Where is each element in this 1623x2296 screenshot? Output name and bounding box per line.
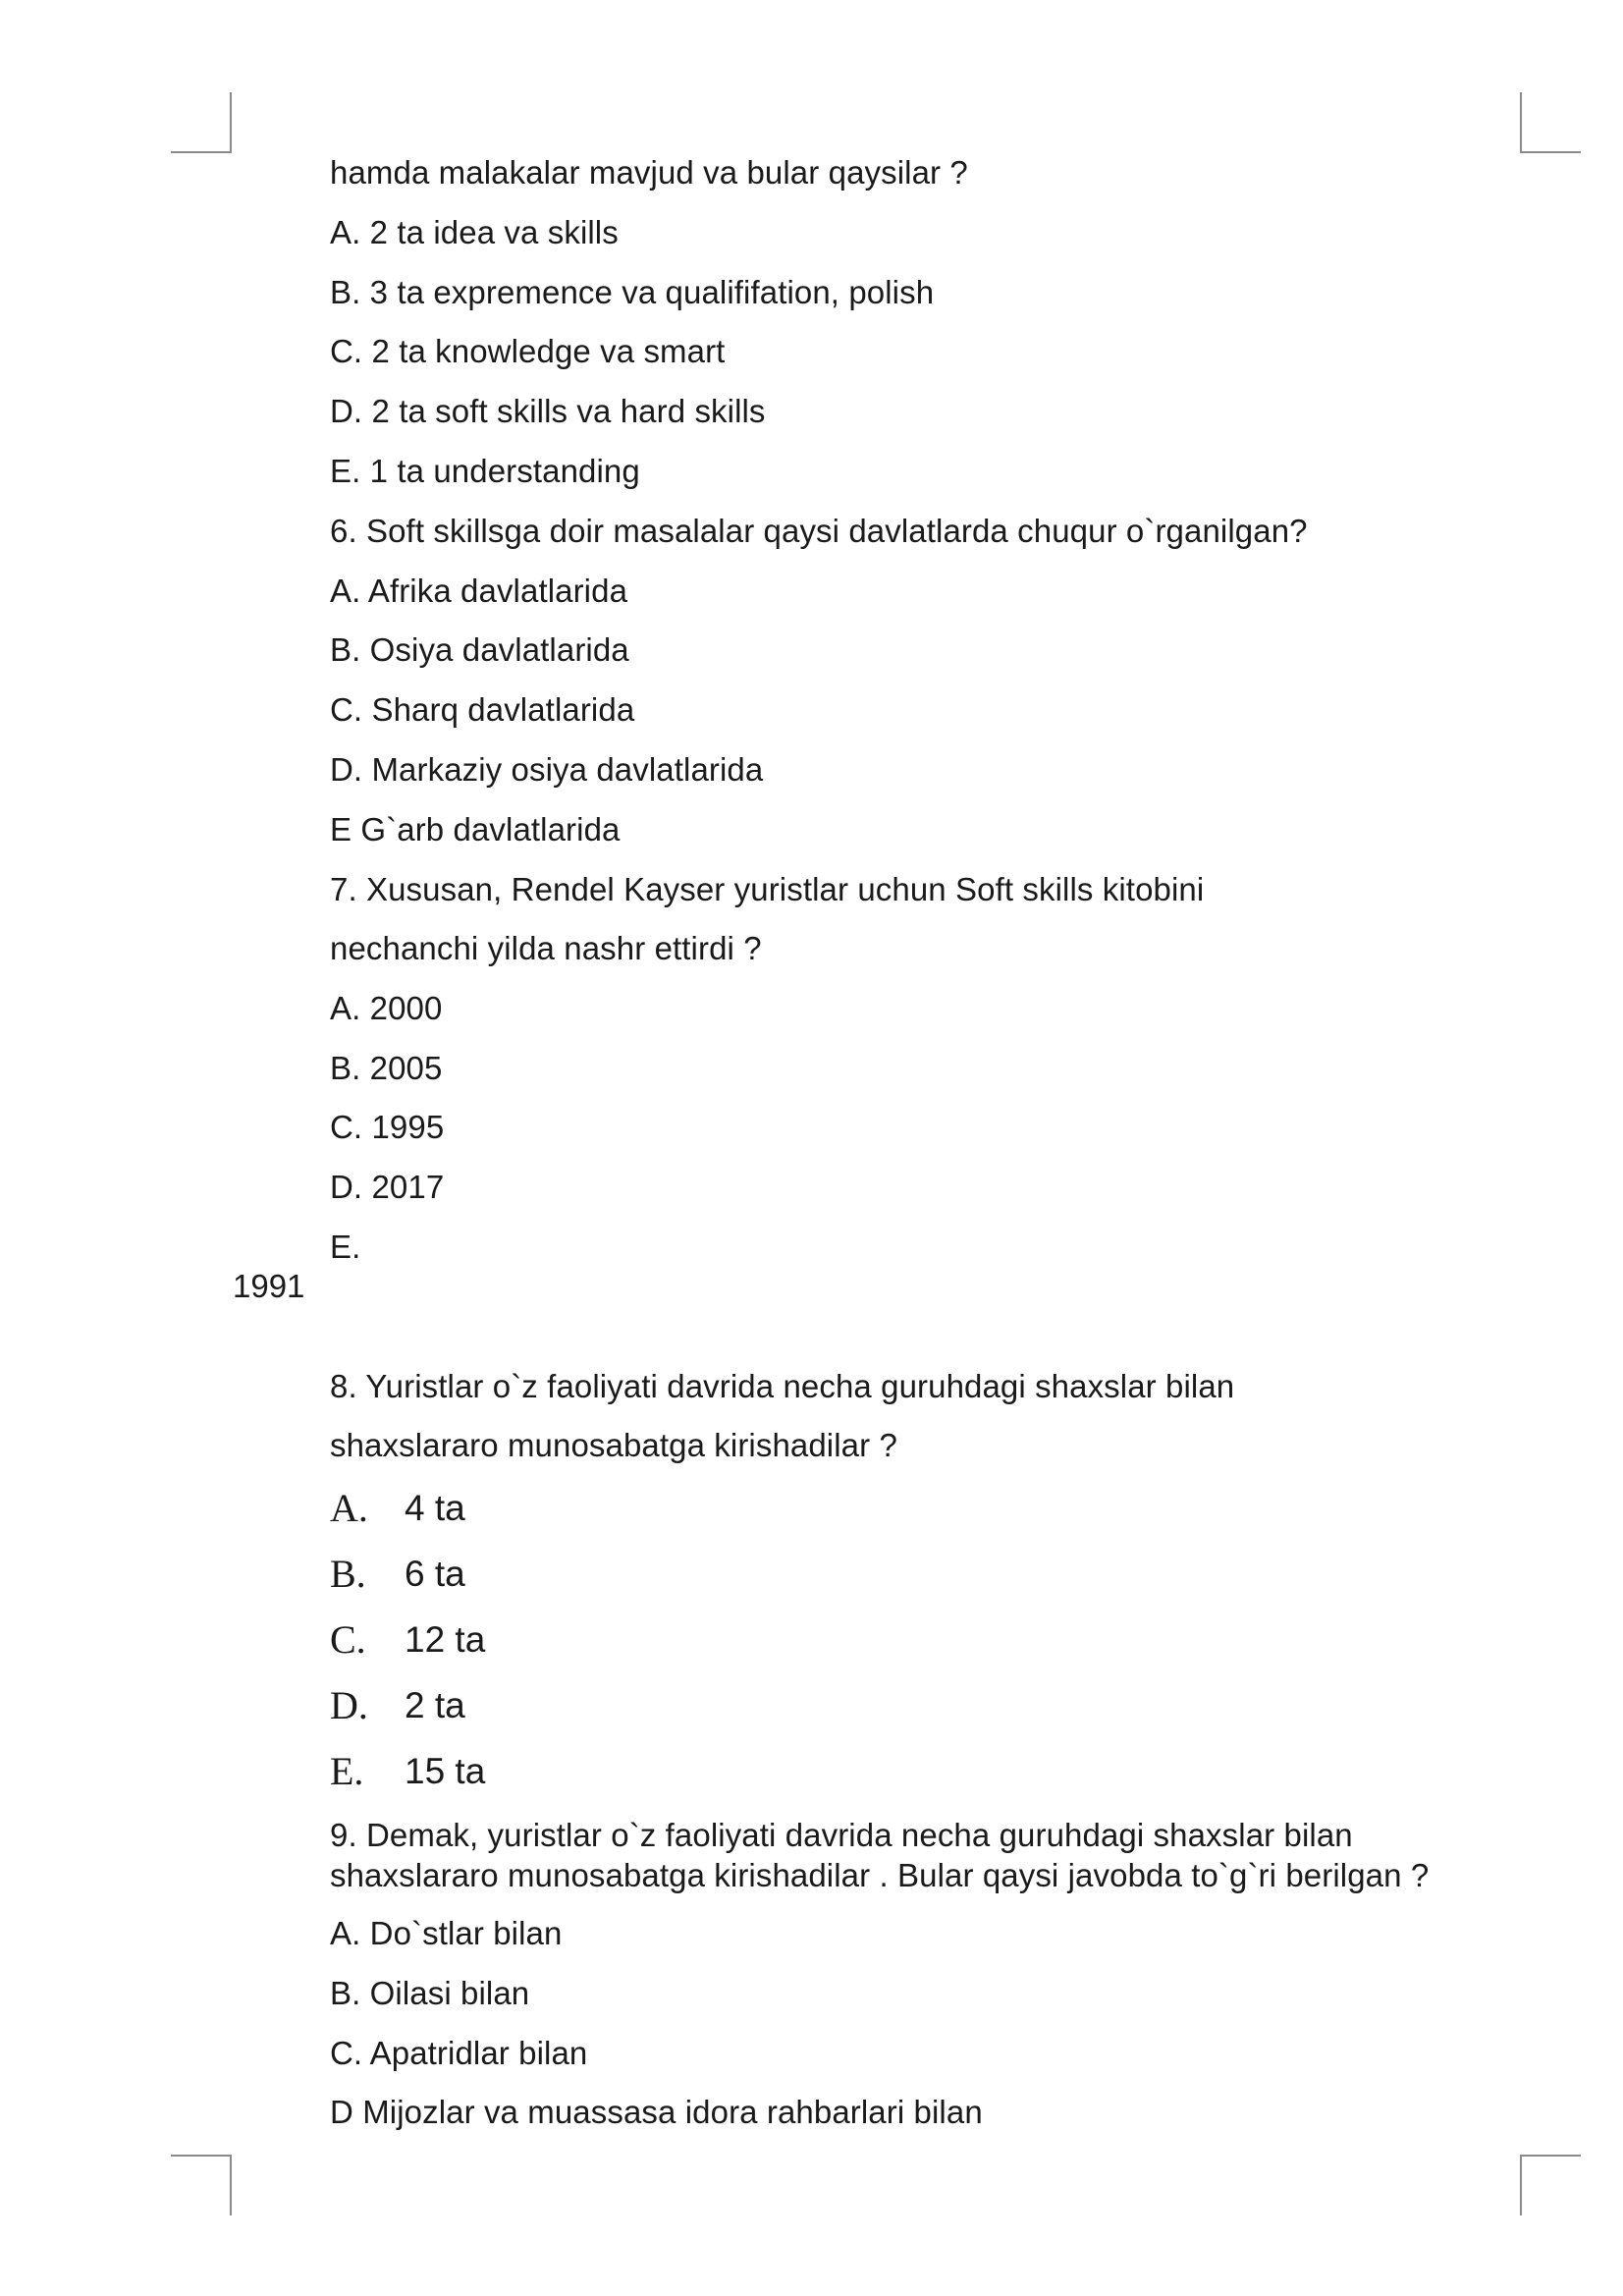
question-9-line-2: shaxslararo munosabatga kirishadilar . Bular qaysi javobda to`g`ri berilgan ? [330,1857,1430,1893]
crop-mark-bottom-right-v [1520,2155,1522,2215]
q6-option-b: B. Osiya davlatlarida [330,631,629,668]
q8-option-letter: D. [330,1683,368,1727]
question-7-line-1: 7. Xususan, Rendel Kayser yuristlar uchun Soft skills kitobini [330,871,1205,907]
q7-option-b: B. 2005 [330,1050,443,1086]
crop-mark-top-right-h [1520,151,1581,153]
question-6: 6. Soft skillsga doir masalalar qaysi davlatlarda chuqur o`rganilgan? [330,513,1308,549]
q8-option-text: 4 ta [405,1488,465,1528]
q7-option-a: A. 2000 [330,990,443,1026]
q7-option-c: C. 1995 [330,1109,445,1145]
q8-option-letter: A. [330,1486,368,1530]
question-8-line-1: 8. Yuristlar o`z faoliyati davrida necha guruhdagi shaxslar bilan [330,1368,1235,1404]
crop-mark-bottom-left-h [171,2155,232,2157]
q5-option-c: C. 2 ta knowledge va smart [330,333,726,369]
q5-option-d: D. 2 ta soft skills va hard skills [330,393,766,429]
question-7-line-2: nechanchi yilda nashr ettirdi ? [330,930,762,966]
q5-option-a: A. 2 ta idea va skills [330,214,619,250]
question-8-line-2: shaxslararo munosabatga kirishadilar ? [330,1427,897,1463]
q6-option-a: A. Afrika davlatlarida [330,573,628,609]
q6-option-c: C. Sharq davlatlarida [330,691,635,728]
q8-option-letter: B. [330,1552,366,1596]
q6-option-d: D. Markaziy osiya davlatlarida [330,751,764,788]
crop-mark-top-left-h [171,151,232,153]
q6-option-e: E G`arb davlatlarida [330,811,621,847]
question-5-continuation: hamda malakalar mavjud va bular qaysilar ? [330,154,968,191]
q8-option-letter: C. [330,1617,366,1662]
q7-option-d: D. 2017 [330,1169,445,1205]
q9-option-c: C. Apatridlar bilan [330,2035,588,2071]
crop-mark-top-right-v [1520,92,1522,153]
question-9-line-1: 9. Demak, yuristlar o`z faoliyati davrida necha guruhdagi shaxslar bilan [330,1817,1353,1853]
q8-option-letter: E. [330,1749,364,1793]
q8-option-text: 2 ta [405,1685,465,1725]
q8-option-text: 6 ta [405,1554,465,1594]
crop-mark-bottom-left-v [230,2155,232,2215]
crop-mark-top-left-v [230,92,232,153]
q9-option-b: B. Oilasi bilan [330,1975,530,2011]
q7-option-e-value: 1991 [233,1268,305,1304]
q5-option-b: B. 3 ta expremence va qualififation, polish [330,274,935,310]
q8-option-text: 12 ta [405,1619,486,1660]
crop-mark-bottom-right-h [1520,2155,1581,2157]
q8-option-text: 15 ta [405,1751,486,1791]
q9-option-a: A. Do`stlar bilan [330,1915,563,1951]
q7-option-e: E. [330,1229,361,1265]
q9-option-d: D Mijozlar va muassasa idora rahbarlari bilan [330,2094,983,2130]
q5-option-e: E. 1 ta understanding [330,453,640,489]
